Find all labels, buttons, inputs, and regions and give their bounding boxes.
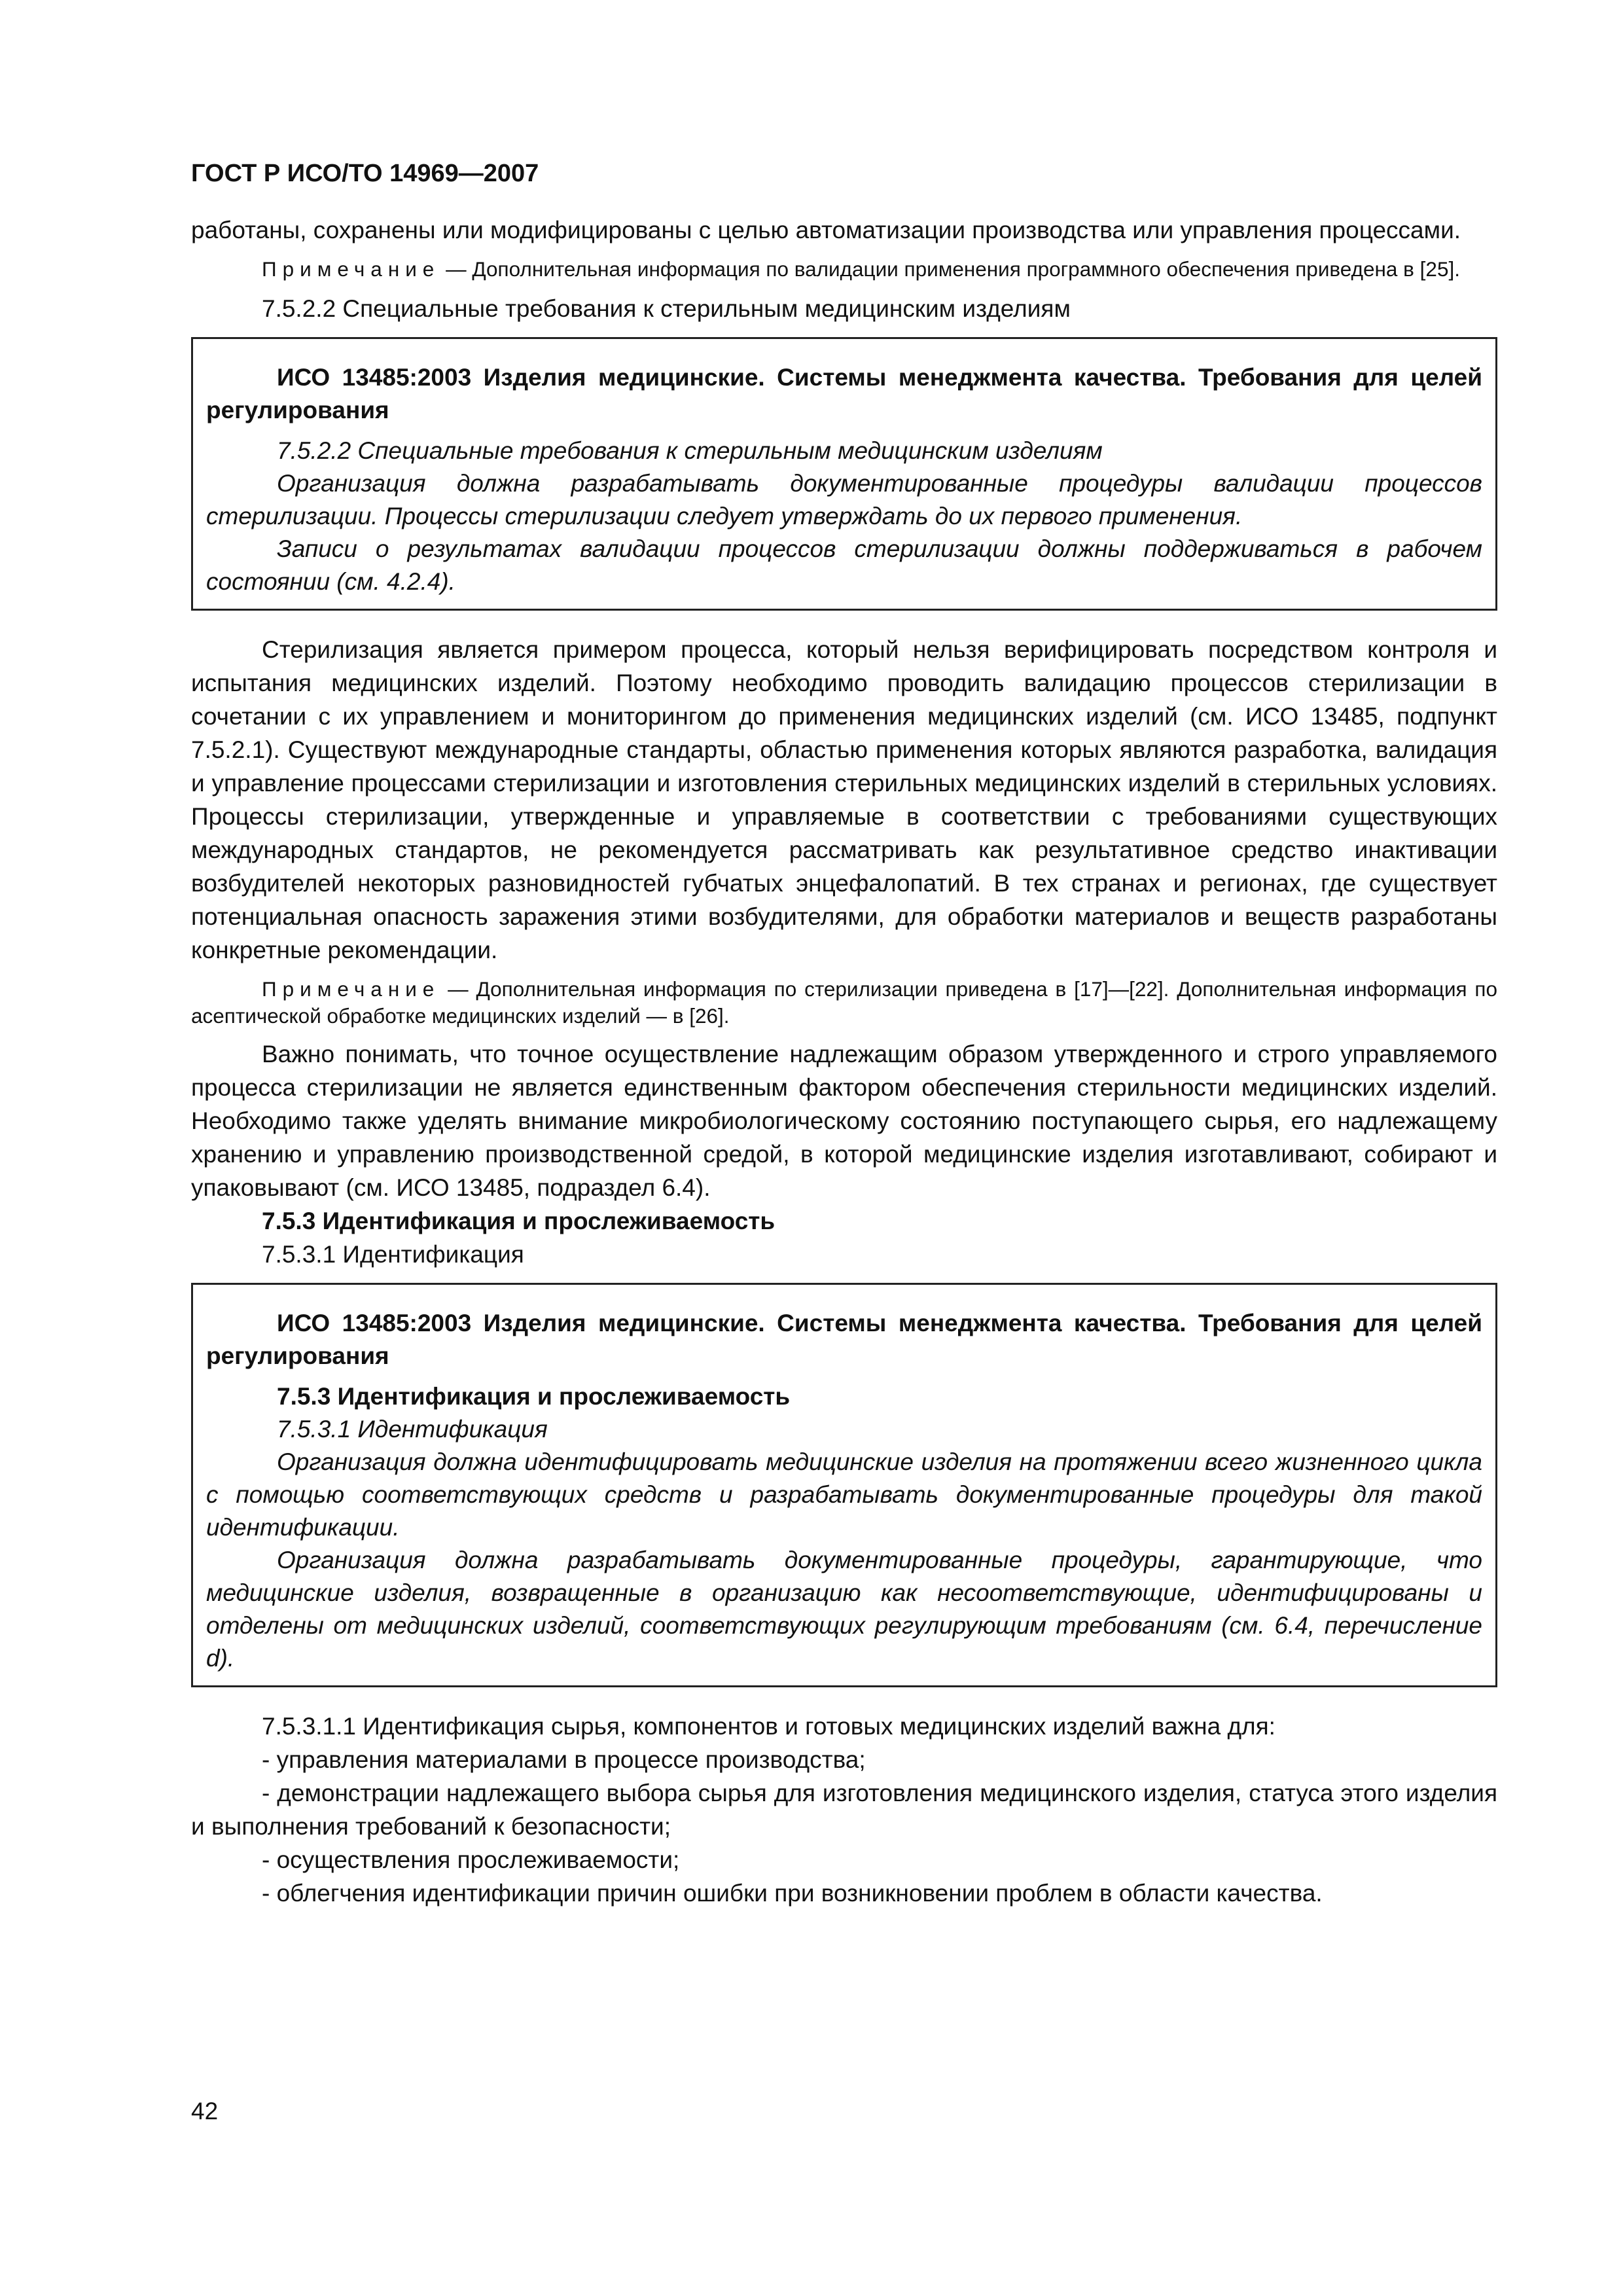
sterility-factors-paragraph: Важно понимать, что точное осуществление надлежащим образом утвержденного и строго управляемого процесса стерилизации не является единственным фактором обеспечения стерильности медицинских изделий. Необходимо также уделять внимание микробиологическому состоянию поступающего сырья, его надлежащему хранению и управлению производственной средой, в которой медицинские изделия изготавливают, собирают и упаковывают (см. ИСО 13485, подраздел 6.4).: [191, 1041, 1497, 1201]
iso-quote-box-sterilization: [191, 337, 1497, 611]
note-software-validation: [191, 256, 1497, 283]
list-intro: 7.5.3.1.1 Идентификация сырья, компонентов и готовых медицинских изделий важна для:: [262, 1713, 1275, 1740]
list-item: - управления материалами в процессе производства;: [262, 1746, 866, 1773]
list-item: - осуществления прослеживаемости;: [262, 1846, 680, 1873]
iso-quote-clause: 7.5.2.2 Специальные требования к стерильным медицинским изделиям: [277, 437, 1103, 464]
note-label: Примечание: [262, 257, 440, 281]
note-text: — Дополнительная информация по стерилизации приведена в [17]—[22]. Дополнительная информация по асептической обработке медицинских изделий — в [26].: [191, 977, 1497, 1028]
iso-quote-paragraph: Организация должна разрабатывать документированные процедуры валидации процессов стерилизации. Процессы стерилизации следует утверждать до их первого применения.: [206, 470, 1482, 529]
section-7531-heading: 7.5.3.1 Идентификация: [262, 1241, 524, 1268]
page-number: 42: [191, 2098, 219, 2125]
iso-quote-paragraph: Записи о результатах валидации процессов стерилизации должны поддерживаться в рабочем состоянии (см. 4.2.4).: [206, 535, 1482, 595]
iso-quote-subheading: 7.5.3 Идентификация и прослеживаемость: [277, 1383, 791, 1410]
iso-quote-paragraph: Организация должна разрабатывать документированные процедуры, гарантирующие, что медицинские изделия, возвращенные в организацию как несоответствующие, идентифицированы и отделены от медицинских изделий, соответствующих регулирующим требованиям (см. 6.4, перечисление d).: [206, 1547, 1482, 1672]
iso-quote-title: ИСО 13485:2003 Изделия медицинские. Системы менеджмента качества. Требования для целей регулирования: [206, 1310, 1482, 1369]
continuation-paragraph: работаны, сохранены или модифицированы с целью автоматизации производства или управления процессами.: [191, 217, 1461, 243]
iso-quote-clause: 7.5.3.1 Идентификация: [277, 1416, 548, 1443]
list-item: - облегчения идентификации причин ошибки при возникновении проблем в области качества.: [262, 1880, 1323, 1907]
iso-quote-paragraph: Организация должна идентифицировать медицинские изделия на протяжении всего жизненного цикла с помощью соответствующих средств и разрабатывать документированные процедуры для такой идентификации.: [206, 1448, 1482, 1541]
note-sterilization: [191, 976, 1497, 1030]
section-7522-heading: 7.5.2.2 Специальные требования к стерильным медицинским изделиям: [262, 295, 1071, 322]
iso-quote-title: ИСО 13485:2003 Изделия медицинские. Системы менеджмента качества. Требования для целей регулирования: [206, 364, 1482, 423]
note-text: — Дополнительная информация по валидации применения программного обеспечения приведена в [25].: [446, 257, 1460, 281]
identification-list: [191, 1710, 1497, 1910]
sterilization-paragraph: Стерилизация является примером процесса, который нельзя верифицировать посредством контроля и испытания медицинских изделий. Поэтому необходимо проводить валидацию процессов стерилизации в сочетании с их управлением и мониторингом до применения медицинских изделий (см. ИСО 13485, подпункт 7.5.2.1). Существуют международные стандарты, областью применения которых являются разработка, валидация и управление процессами стерилизации и изготовления стерильных медицинских изделий в стерильных условиях. Процессы стерилизации, утвержденные и управляемые в соответствии с требованиями существующих международных стандартов, не рекомендуется рассматривать как результативное средство инактивации возбудителей некоторых разновидностей губчатых энцефалопатий. В тех странах и регионах, где существует потенциальная опасность заражения этими возбудителями, для обработки материалов и веществ разработаны конкретные рекомендации.: [191, 636, 1497, 963]
section-753-heading: 7.5.3 Идентификация и прослеживаемость: [262, 1208, 776, 1234]
document-header: ГОСТ Р ИСО/ТО 14969—2007: [191, 160, 539, 187]
iso-quote-box-identification: [191, 1283, 1497, 1687]
note-label: Примечание: [262, 977, 440, 1001]
list-item: - демонстрации надлежащего выбора сырья для изготовления медицинского изделия, статуса этого изделия и выполнения требований к безопасности;: [191, 1780, 1497, 1840]
